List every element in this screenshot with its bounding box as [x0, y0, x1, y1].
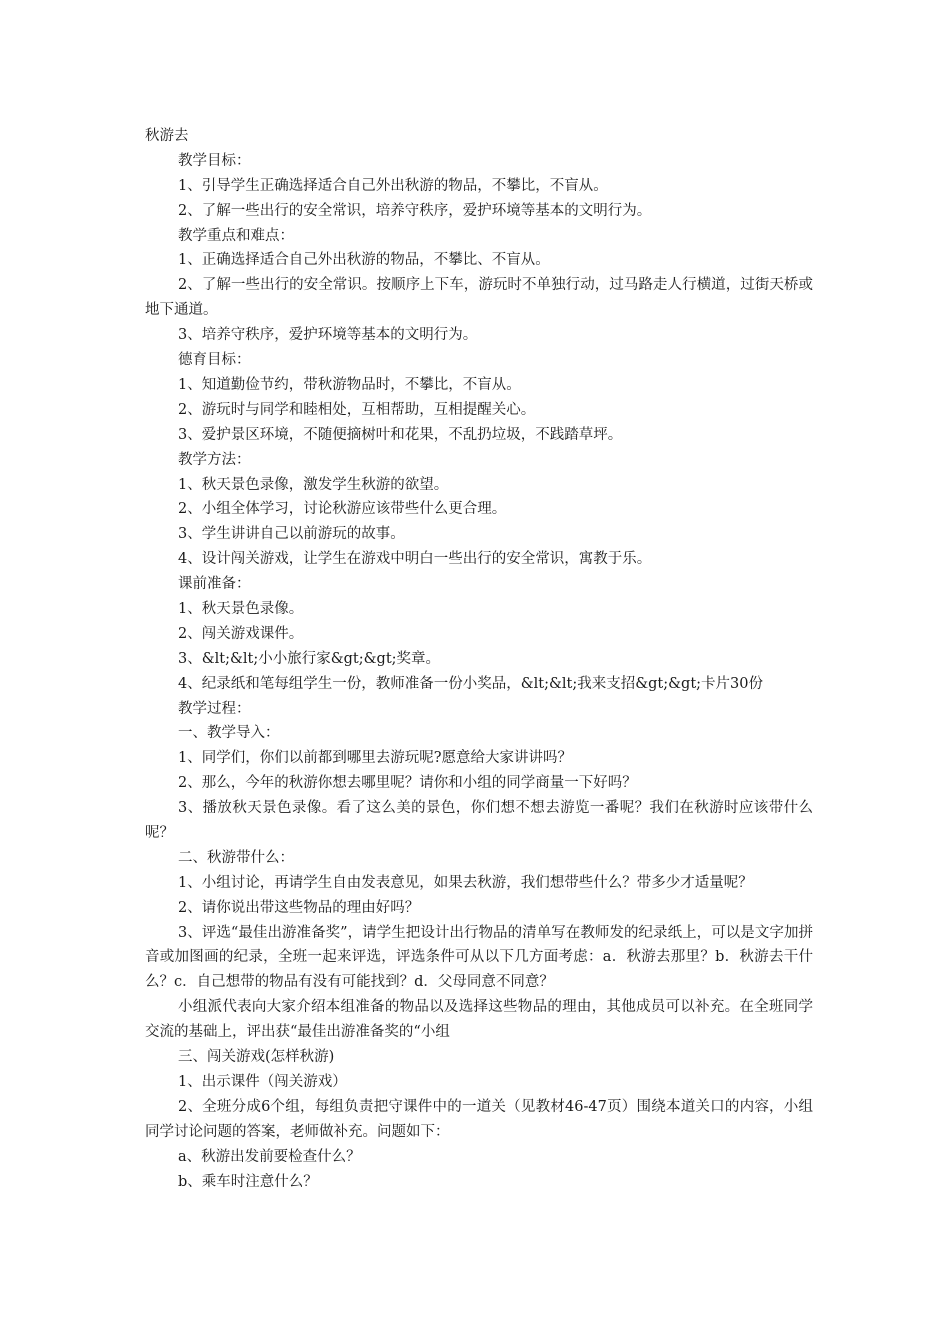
section-heading-key-points: 教学重点和难点：: [178, 227, 294, 244]
moral-goal-item-2: 2、游玩时与同学和睦相处，互相帮助，互相提醒关心。: [178, 401, 536, 418]
section-heading-preparation: 课前准备：: [178, 576, 251, 593]
moral-goal-item-3: 3、爱护景区环境，不随便摘树叶和花果，不乱扔垃圾，不践踏草坪。: [178, 426, 623, 443]
subsection-heading-intro: 一、教学导入：: [178, 725, 280, 742]
document-page: [145, 124, 813, 1194]
bring-item-3: 3、评选“最佳出游准备奖”，请学生把设计出行物品的清单写在教师发的纪录纸上，可以是文字加拼音或加图画的纪录，全班一起来评选，评选条件可从以下几方面考虑：a．秋游去那里？b．秋游去干什么？c．自己想带的物品有没有可能找到？d．父母同意不同意？: [145, 924, 813, 991]
section-heading-moral-goals: 德育目标：: [178, 352, 251, 369]
bring-item-1: 1、小组讨论，再请学生自由发表意见，如果去秋游，我们想带些什么？带多少才适量呢？: [178, 874, 753, 891]
section-heading-goals: 教学目标：: [178, 152, 251, 169]
method-item-4: 4、设计闯关游戏，让学生在游戏中明白一些出行的安全常识，寓教于乐。: [178, 551, 652, 568]
preparation-item-1: 1、秋天景色录像。: [178, 600, 304, 617]
bring-item-2: 2、请你说出带这些物品的理由好吗？: [178, 899, 420, 916]
method-item-2: 2、小组全体学习，讨论秋游应该带些什么更合理。: [178, 501, 507, 518]
subsection-heading-what-to-bring: 二、秋游带什么：: [178, 849, 294, 866]
question-item-a: a、秋游出发前要检查什么？: [178, 1148, 361, 1165]
goal-item-1: 1、引导学生正确选择适合自己外出秋游的物品，不攀比，不盲从。: [178, 177, 608, 194]
key-point-item-1: 1、正确选择适合自己外出秋游的物品，不攀比、不盲从。: [178, 252, 550, 269]
moral-goal-item-1: 1、知道勤俭节约，带秋游物品时，不攀比，不盲从。: [178, 376, 521, 393]
document-title: 秋游去: [145, 128, 189, 144]
preparation-item-3: 3、&lt;&lt;小小旅行家&gt;&gt;奖章。: [178, 650, 441, 667]
section-heading-methods: 教学方法：: [178, 451, 251, 468]
preparation-item-4: 4、纪录纸和笔每组学生一份，教师准备一份小奖品，&lt;&lt;我来支招&gt;&gt;卡片30份: [178, 675, 763, 692]
subsection-heading-game: 三、闯关游戏(怎样秋游): [178, 1049, 335, 1066]
intro-item-1: 1、同学们，你们以前都到哪里去游玩呢?愿意给大家讲讲吗？: [178, 750, 572, 767]
game-item-1: 1、出示课件（闯关游戏）: [178, 1074, 347, 1090]
question-item-b: b、乘车时注意什么？: [178, 1173, 318, 1190]
intro-item-3: 3、播放秋天景色录像。看了这么美的景色，你们想不想去游览一番呢？我们在秋游时应该带什么呢？: [145, 800, 813, 841]
key-point-item-2: 2、了解一些出行的安全常识。按顺序上下车，游玩时不单独行动，过马路走人行横道，过街天桥或地下通道。: [145, 277, 813, 319]
key-point-item-3: 3、培养守秩序，爱护环境等基本的文明行为。: [178, 327, 478, 344]
game-item-2: 2、全班分成6个组，每组负责把守课件中的一道关（见教材46-47页）围绕本道关口的内容，小组同学讨论问题的答案，老师做补充。问题如下：: [145, 1098, 813, 1140]
method-item-1: 1、秋天景色录像，激发学生秋游的欲望。: [178, 476, 449, 493]
goal-item-2: 2、了解一些出行的安全常识，培养守秩序，爱护环境等基本的文明行为。: [178, 202, 652, 219]
preparation-item-2: 2、闯关游戏课件。: [178, 625, 304, 642]
method-item-3: 3、学生讲讲自己以前游玩的故事。: [178, 526, 405, 543]
intro-item-2: 2、那么，今年的秋游你想去哪里呢？请你和小组的同学商量一下好吗？: [178, 775, 637, 792]
group-presentation-paragraph: 小组派代表向大家介绍本组准备的物品以及选择这些物品的理由，其他成员可以补充。在全班同学交流的基础上，评出获“最佳出游准备奖的“小组: [145, 999, 813, 1041]
section-heading-process: 教学过程：: [178, 700, 251, 717]
